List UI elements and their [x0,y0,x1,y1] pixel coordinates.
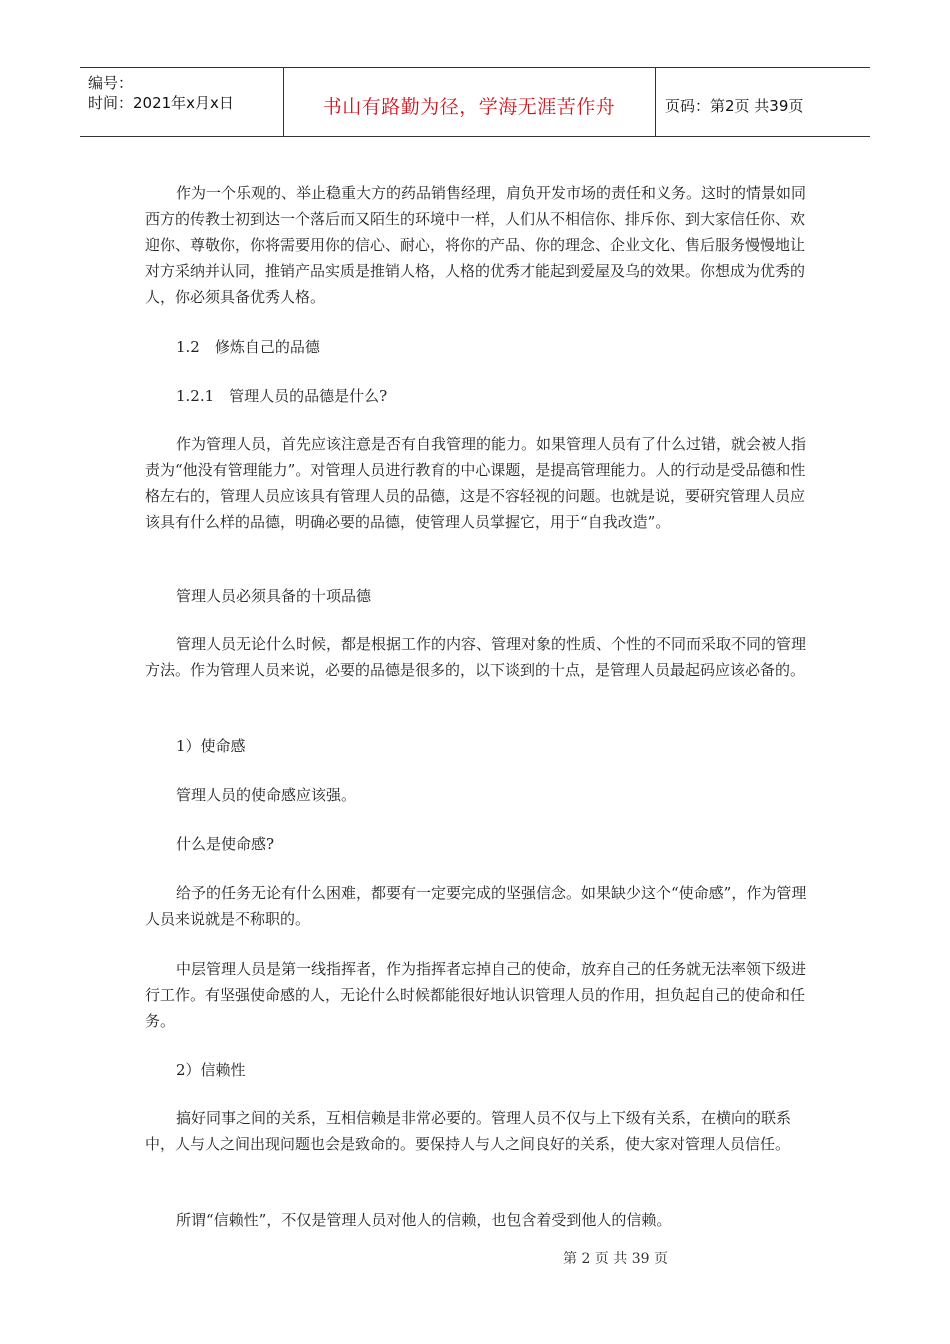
header-motto: 书山有路勤为径，学海无涯苦作舟 [322,96,616,118]
document-header [80,67,870,137]
paragraph-mission-belief: 给予的任务无论有什么困难，都要有一定要完成的坚强信念。如果缺少这个“使命感”，作为管理人员来说就是不称职的。 [145,884,807,928]
paragraph-sales-manager: 作为一个乐观的、举止稳重大方的药品销售经理，肩负开发市场的责任和义务。这时的情景如同西方的传教士初到达一个落后而又陌生的环境中一样，人们从不相信你、排斥你、到大家信任你、欢迎你、尊敬你，你将需要用你的信心、耐心，将你的产品、你的理念、企业文化、售后服务慢慢地让对方采纳并认同，推销产品实质是推销人格，人格的优秀才能起到爱屋及乌的效果。你想成为优秀的人，你必须具备优秀人格。 [145,184,807,306]
document-number-label: 编号： [88,74,134,92]
heading-ten-virtues: 管理人员必须具备的十项品德 [176,587,372,605]
paragraph-what-is-mission: 什么是使命感? [176,835,275,853]
paragraph-trust-definition: 所谓“信赖性”，不仅是管理人员对他人的信赖，也包含着受到他人的信赖。 [176,1211,672,1229]
heading-section-1-2-1: 1.2.1 管理人员的品德是什么? [176,387,388,405]
header-page-cell [655,68,870,136]
header-info-cell [80,68,284,136]
header-page-info: 页码：第2页 共39页 [665,97,804,115]
paragraph-mission-strong: 管理人员的使命感应该强。 [176,786,357,804]
heading-sense-of-mission: 1）使命感 [176,737,246,755]
paragraph-colleague-relations: 搞好同事之间的关系，互相信赖是非常必要的。管理人员不仅与上下级有关系，在横向的联系中，人与人之间出现问题也会是致命的。要保持人与人之间良好的关系，使大家对管理人员信任。 [145,1109,792,1153]
paragraph-middle-managers: 中层管理人员是第一线指挥者，作为指挥者忘掉自己的使命，放弃自己的任务就无法率领下级进行工作。有坚强使命感的人，无论什么时候都能很好地认识管理人员的作用，担负起自己的使命和任务。 [145,960,807,1030]
heading-section-1-2: 1.2 修炼自己的品德 [176,338,320,356]
paragraph-self-management: 作为管理人员，首先应该注意是否有自我管理的能力。如果管理人员有了什么过错，就会被人指责为“他没有管理能力”。对管理人员进行教育的中心课题，是提高管理能力。人的行动是受品德和性格左右的，管理人员应该具有管理人员的品德，这是不容轻视的问题。也就是说，要研究管理人员应该具有什么样的品德，明确必要的品德，使管理人员掌握它，用于“自我改造”。 [145,435,807,531]
header-motto-cell [283,68,656,136]
page-footer: 第 2 页 共 39 页 [563,1251,668,1267]
heading-trustworthiness: 2）信赖性 [176,1061,246,1079]
document-time-label: 时间：2021年x月x日 [88,94,234,112]
paragraph-management-methods: 管理人员无论什么时候，都是根据工作的内容、管理对象的性质、个性的不同而采取不同的管理方法。作为管理人员来说，必要的品德是很多的，以下谈到的十点，是管理人员最起码应该必备的。 [145,635,807,679]
